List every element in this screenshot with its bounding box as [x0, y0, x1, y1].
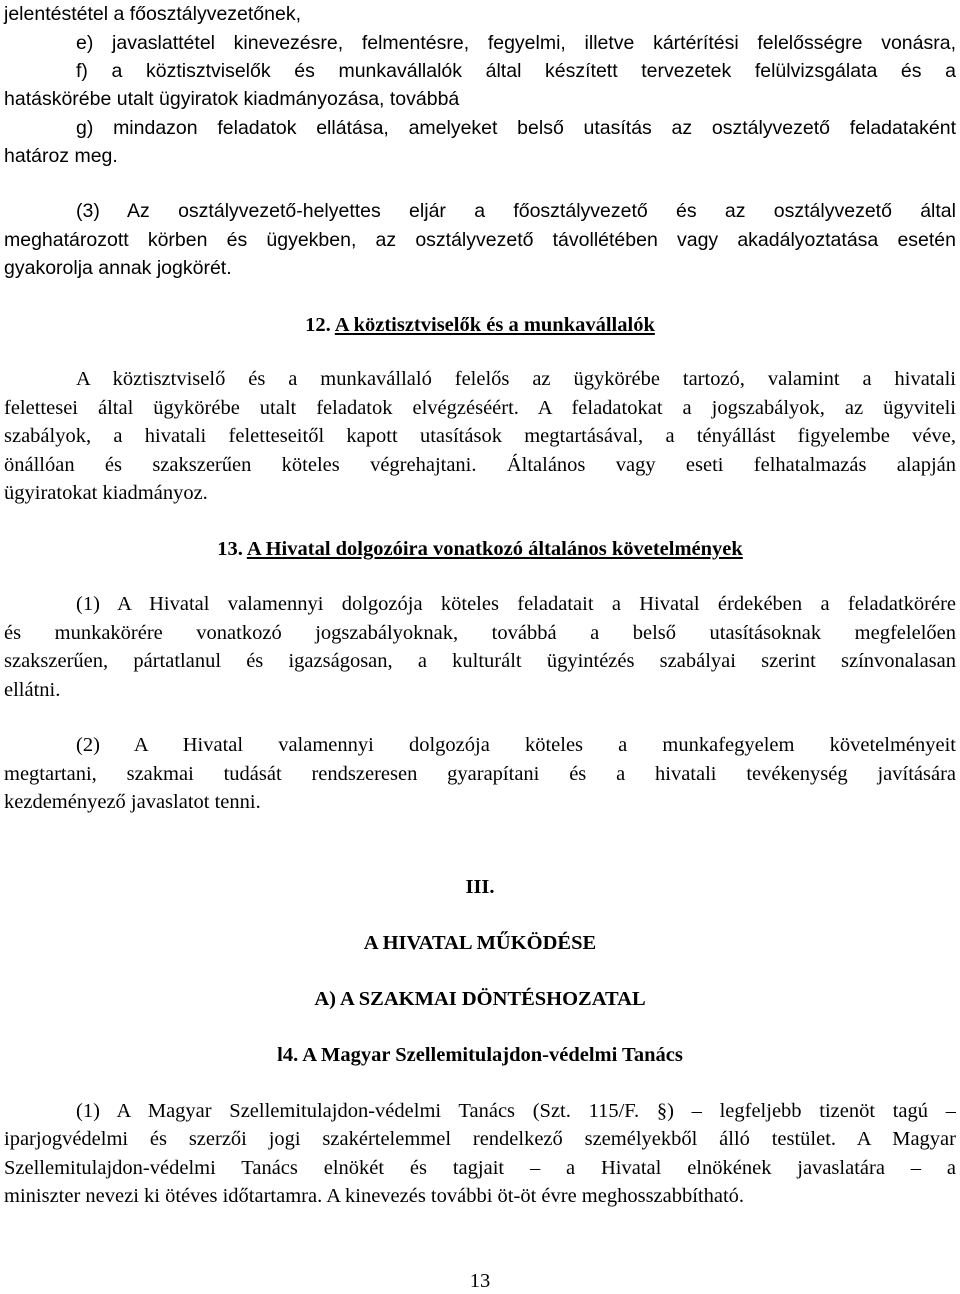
text-line: (3) Az osztályvezető-helyettes eljár a főosztályvezető és az osztályvezető által	[76, 200, 956, 222]
subpart-title: A) A SZAKMAI DÖNTÉSHOZATAL	[314, 988, 646, 1010]
part-title: A HIVATAL MŰKÖDÉSE	[363, 932, 597, 954]
text-line: megtartani, szakmai tudását rendszeresen gyarapítani és a hivatali tevékenység javítására	[4, 763, 956, 785]
text-line: kezdeményező javaslatot tenni.	[4, 791, 261, 813]
page-number: 13	[469, 1270, 491, 1292]
text-line: meghatározott körben és ügyekben, az osztályvezető távollétében vagy akadályoztatása esetén	[4, 229, 956, 251]
text-line: miniszter nevezi ki ötéves időtartamra. A kinevezés további öt-öt évre meghosszabbítható.	[4, 1185, 745, 1207]
text-line: felettesei által ügykörébe utalt feladatok elvégzéséért. A feladatokat a jogszabályok, az ügyviteli	[4, 397, 956, 419]
text-line: önállóan és szakszerűen köteles végrehajtani. Általános vagy eseti felhatalmazás alapján	[4, 454, 956, 476]
text-line: és munkakörére vonatkozó jogszabályoknak, továbbá a belső utasításoknak megfelelően	[4, 622, 956, 644]
section-title: A Magyar Szellemitulajdon-védelmi Tanács	[302, 1044, 683, 1066]
text-line: (1) A Magyar Szellemitulajdon-védelmi Tanács (Szt. 115/F. §) – legfeljebb tizenöt tagú –	[76, 1100, 956, 1122]
text-line: e) javaslattétel kinevezésre, felmentésre, fegyelmi, illetve kártérítési felelősségre vonásra,	[76, 32, 956, 54]
section-heading-13	[0, 536, 960, 562]
text-line: (2) A Hivatal valamennyi dolgozója köteles a munkafegyelem követelményeit	[76, 734, 956, 756]
text-line: szabályok, a hivatali feletteseitől kapott utasítások megtartásával, a tényállást figyelembe véve,	[4, 425, 956, 447]
text-line: f) a köztisztviselők és munkavállalók által készített tervezetek felülvizsgálata és a	[76, 60, 956, 82]
section-number: 12.	[305, 314, 331, 336]
text-line: szakszerűen, pártatlanul és igazságosan, a kulturált ügyintézés szabályai szerint színvonalasan	[4, 650, 956, 672]
text-line: jelentéstétel a főosztályvezetőnek,	[4, 3, 302, 25]
text-line: ellátni.	[4, 679, 61, 701]
text-line: A köztisztviselő és a munkavállaló felelős az ügykörébe tartozó, valamint a hivatali	[76, 368, 956, 390]
section-heading-14	[0, 1042, 960, 1068]
section-title: A Hivatal dolgozóira vonatkozó általános követelmények	[246, 538, 743, 560]
text-line: hatáskörébe utalt ügyiratok kiadmányozása, továbbá	[4, 88, 460, 110]
text-line: iparjogvédelmi és szerzői jogi szakértelemmel rendelkező személyekből álló testület. A Magyar	[4, 1128, 956, 1150]
text-line: ügyiratokat kiadmányoz.	[4, 482, 208, 504]
text-line: gyakorolja annak jogkörét.	[4, 257, 232, 279]
part-number: III.	[465, 876, 495, 898]
text-line: g) mindazon feladatok ellátása, amelyeket belső utasítás az osztályvezető feladataként	[76, 117, 956, 139]
text-line: Szellemitulajdon-védelmi Tanács elnökét és tagjait – a Hivatal elnökének javaslatára – a	[4, 1157, 956, 1179]
section-title: A köztisztviselők és a munkavállalók	[334, 314, 655, 336]
text-line: határoz meg.	[4, 145, 118, 167]
text-line: (1) A Hivatal valamennyi dolgozója köteles feladatait a Hivatal érdekében a feladatkörére	[76, 593, 956, 615]
section-number: 13.	[217, 538, 243, 560]
section-heading-12	[0, 312, 960, 338]
section-number: l4.	[277, 1044, 299, 1066]
